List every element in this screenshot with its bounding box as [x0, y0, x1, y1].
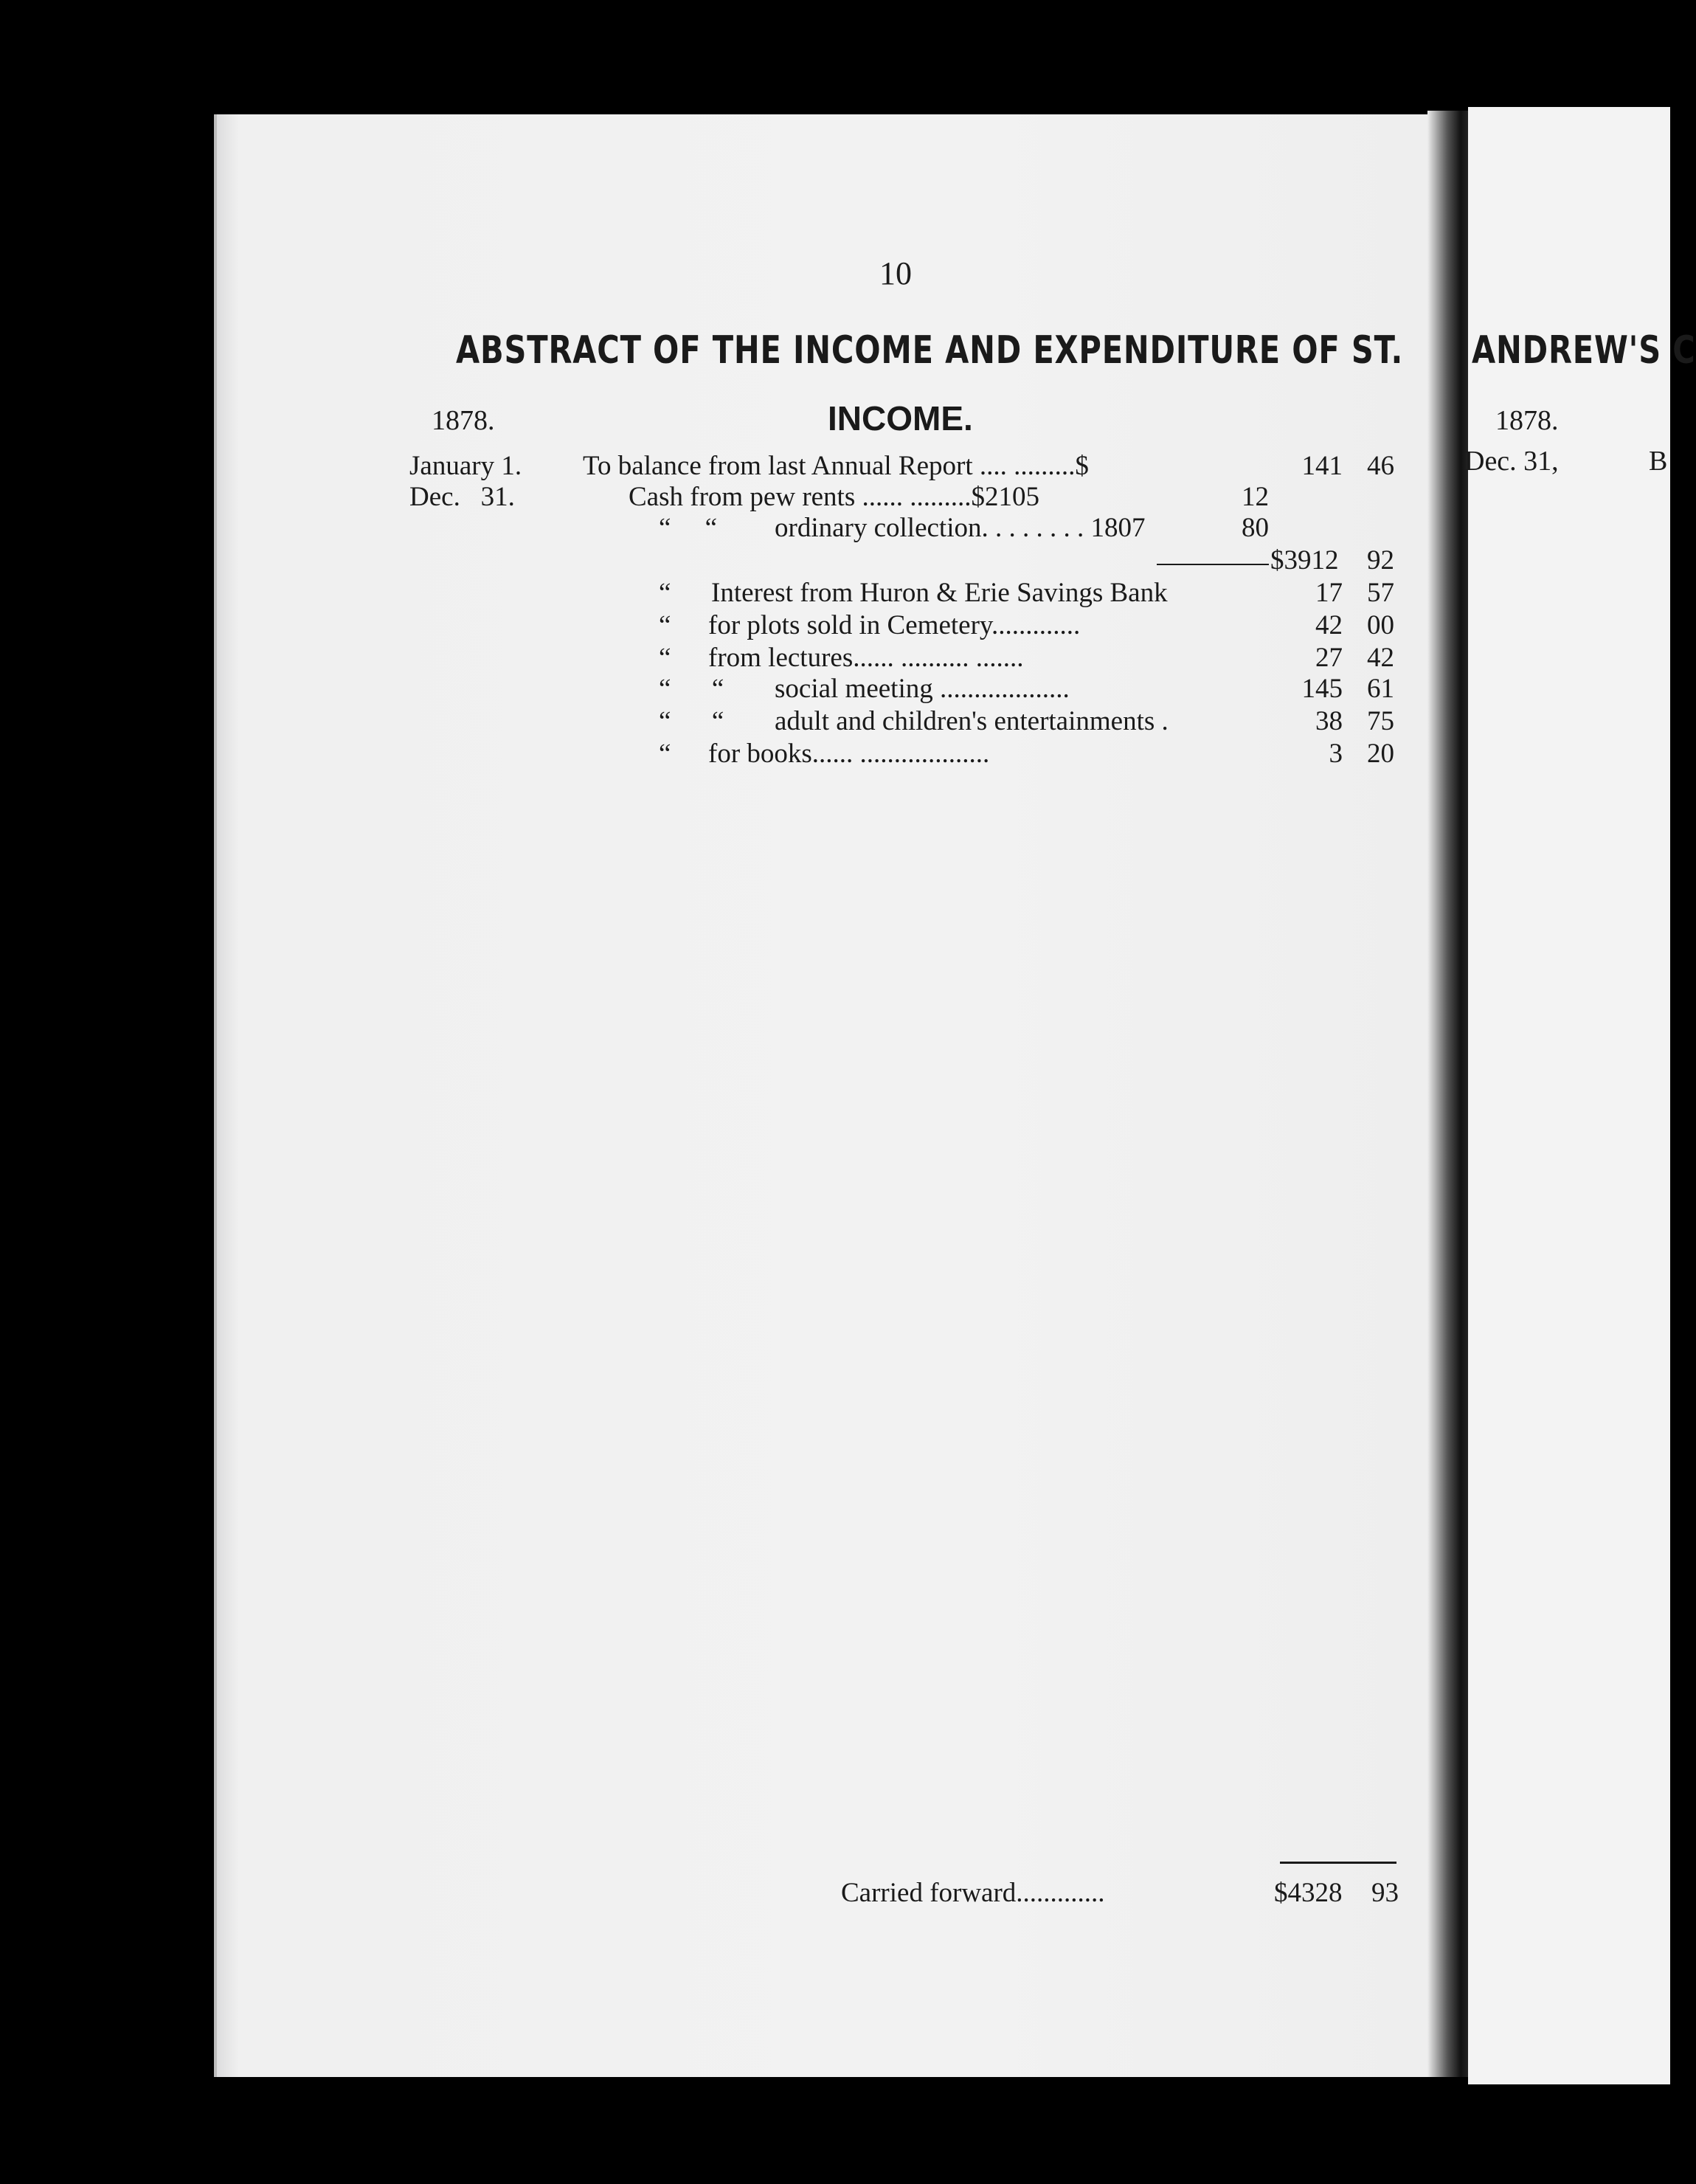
pew-rents-cents: 12	[1242, 482, 1269, 512]
interest-dollars: 17	[1315, 578, 1343, 608]
plots-label: for plots sold in Cemetery.............	[708, 610, 1081, 640]
ordinary-collection-label: ordinary collection. . . . . . . . 1807	[775, 513, 1146, 543]
interest-label: Interest from Huron & Erie Savings Bank	[711, 578, 1168, 608]
balance-dollars: 141	[1301, 451, 1343, 481]
pew-rents-label: Cash from pew rents ...... .........$2105	[629, 482, 1039, 512]
social-meeting-dollars: 145	[1301, 674, 1343, 704]
facing-date: Dec. 31,	[1464, 446, 1559, 477]
page-number: 10	[879, 255, 912, 291]
facing-column-letter: B	[1649, 446, 1668, 477]
facing-page-title: ANDREW'S C	[1472, 328, 1696, 373]
social-meeting-label: social meeting ...................	[775, 674, 1070, 704]
interest-ditto: “	[659, 578, 671, 608]
lectures-ditto: “	[659, 643, 671, 673]
balance-label: To balance from last Annual Report .... .........$	[583, 451, 1089, 481]
right-page	[1468, 107, 1670, 2084]
year-label: 1878.	[432, 405, 495, 436]
lectures-dollars: 27	[1315, 643, 1343, 673]
books-ditto: “	[659, 739, 671, 769]
entertainments-ditto: “ “	[659, 706, 724, 736]
ordinary-ditto: “ “	[659, 513, 718, 543]
page-title: ABSTRACT OF THE INCOME AND EXPENDITURE OF ST.	[456, 328, 1404, 373]
date-january: January 1.	[409, 451, 522, 481]
books-label: for books...... ...................	[708, 739, 990, 769]
social-meeting-cents: 61	[1367, 674, 1394, 704]
subtotal-dash	[1157, 564, 1269, 565]
carried-forward-cents: 93	[1371, 1878, 1399, 1908]
plots-cents: 00	[1367, 610, 1394, 640]
lectures-cents: 42	[1367, 643, 1394, 673]
section-heading: INCOME.	[828, 399, 973, 438]
ordinary-collection-cents: 80	[1242, 513, 1269, 543]
entertainments-cents: 75	[1367, 706, 1394, 736]
carried-forward-label: Carried forward.............	[841, 1878, 1105, 1908]
books-cents: 20	[1367, 739, 1394, 769]
subtotal-cents: 92	[1367, 545, 1394, 576]
total-rule	[1280, 1862, 1396, 1864]
plots-ditto: “	[659, 610, 671, 640]
entertainments-label: adult and children's entertainments .	[775, 706, 1169, 736]
page-gutter	[1427, 111, 1472, 2077]
interest-cents: 57	[1367, 578, 1394, 608]
lectures-label: from lectures...... .......... .......	[708, 643, 1024, 673]
social-ditto: “ “	[659, 674, 724, 704]
balance-cents: 46	[1367, 451, 1394, 481]
facing-year-label: 1878.	[1495, 405, 1559, 436]
subtotal-amount: $3912	[1270, 545, 1339, 576]
entertainments-dollars: 38	[1315, 706, 1343, 736]
plots-dollars: 42	[1315, 610, 1343, 640]
date-december: Dec. 31.	[409, 482, 515, 512]
carried-forward-total: $4328	[1274, 1878, 1343, 1908]
books-dollars: 3	[1329, 739, 1343, 769]
